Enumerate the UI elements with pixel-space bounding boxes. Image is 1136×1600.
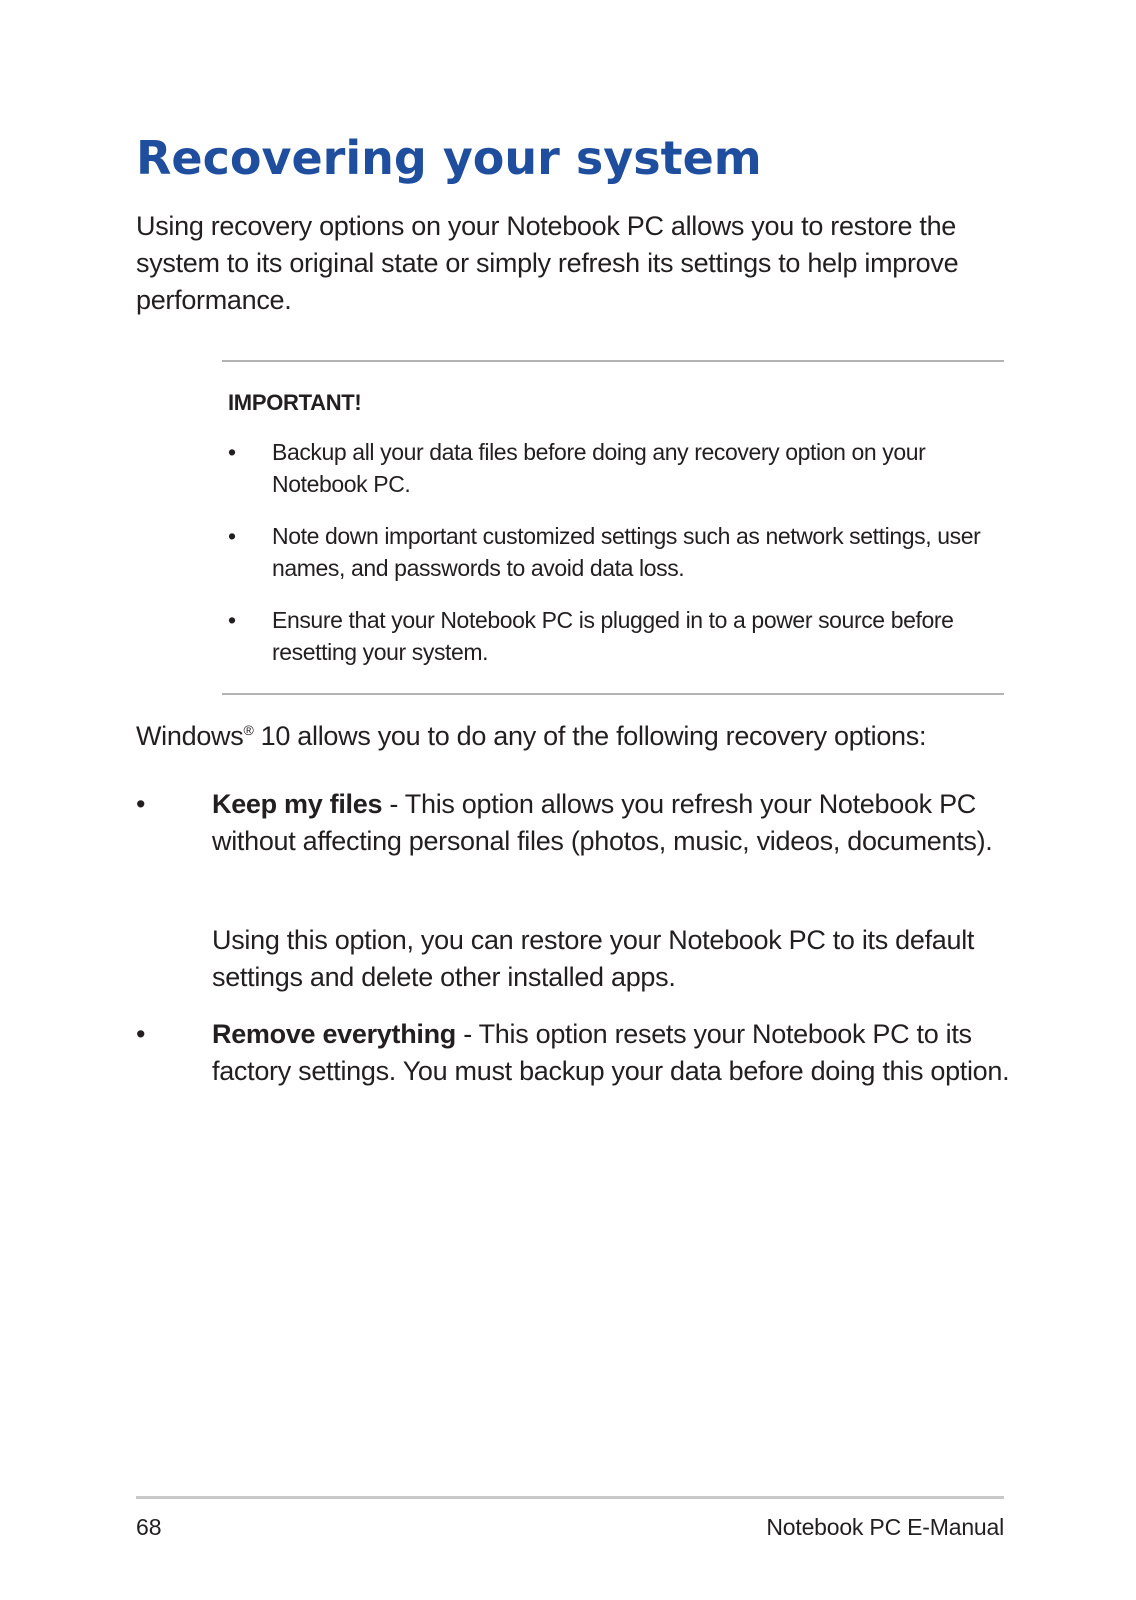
important-notice-box xyxy=(222,360,1004,695)
bullet-icon: • xyxy=(228,523,236,549)
page-number: 68 xyxy=(136,1514,162,1540)
option-name: Remove everything xyxy=(212,1019,456,1049)
manual-name: Notebook PC E-Manual xyxy=(766,1514,1004,1540)
option-description: - This option allows you refresh your Notebook PC without affecting personal files (photos, music, videos, documents). xyxy=(212,789,993,856)
important-item-text: Note down important customized settings such as network settings, user names, and passwords to avoid data loss. xyxy=(272,523,981,581)
option-text xyxy=(212,1016,1016,1090)
important-heading: IMPORTANT! xyxy=(228,390,362,415)
bullet-icon: • xyxy=(228,607,236,633)
page-title: Recovering your system xyxy=(136,131,762,185)
bullet-icon: • xyxy=(136,1019,146,1049)
important-item-text: Ensure that your Notebook PC is plugged in to a power source before resetting your system. xyxy=(272,607,954,665)
option-description: - This option resets your Notebook PC to its factory settings. You must backup your data before doing this option. xyxy=(212,1019,1010,1086)
intro-paragraph: Using recovery options on your Notebook PC allows you to restore the system to its original state or simply refresh its settings to help improve performance. xyxy=(136,211,959,315)
keep-files-note: Using this option, you can restore your Notebook PC to its default settings and delete other installed apps. xyxy=(212,925,975,992)
option-name: Keep my files xyxy=(212,789,383,819)
bullet-icon: • xyxy=(136,789,146,819)
registered-mark: ® xyxy=(243,722,254,738)
bullet-icon: • xyxy=(228,439,236,465)
footer-divider xyxy=(136,1496,1004,1499)
windows-recovery-intro xyxy=(136,718,926,755)
important-item-text: Backup all your data files before doing any recovery option on your Notebook PC. xyxy=(272,439,926,497)
windows-word: Windows xyxy=(136,721,244,751)
option-text xyxy=(212,786,1016,860)
windows-line-rest: 10 allows you to do any of the following recovery options: xyxy=(253,721,927,751)
